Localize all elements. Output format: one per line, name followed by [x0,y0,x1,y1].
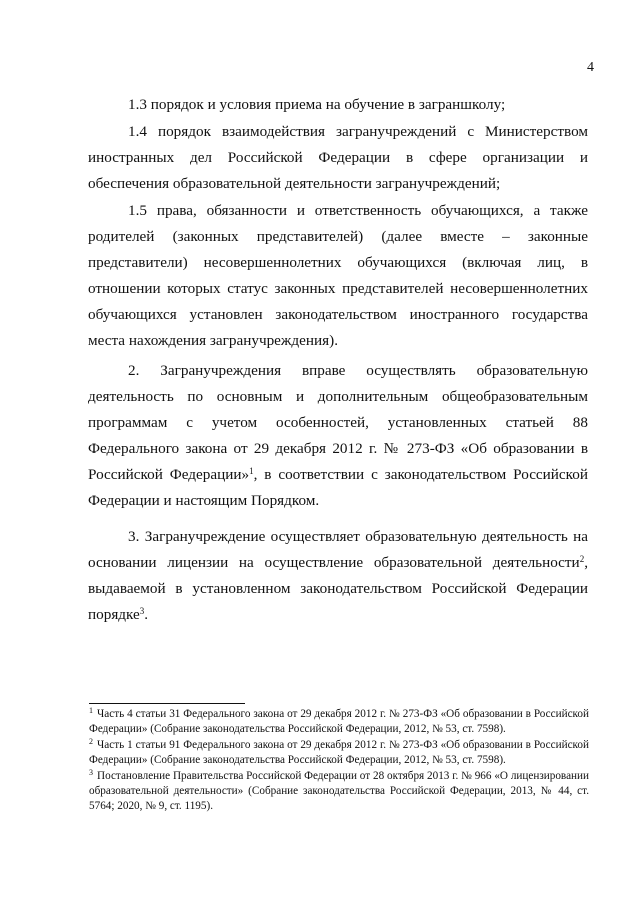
footnote-2-mark: 2 [89,736,93,746]
paragraph-3 [88,524,588,628]
paragraph-1-4: 1.4 порядок взаимодействия загранучреждений с Министерством иностранных дел Российской Федерации в сфере организации и обеспечения образовательной деятельности загранучреждений; [88,123,588,192]
paragraph-1-5: 1.5 права, обязанности и ответственность обучающихся, а также родителей (законных представителей) (далее вместе – законные представители) несовершеннолетних обучающихся (включая лиц, в отношении которых статус законных представителей несовершеннолетних обучающихся установлен законодательством иностранного государства места нахождения загранучреждения). [88,202,588,349]
footnote-ref-3: 3 [139,606,145,616]
paragraph-2-text: 2. Загранучреждения вправе осуществлять образовательную деятельность по основным и дополнительным общеобразовательным программам с учетом особенностей, установленных статьей 88 Федерального закона от 29 декабря 2012 г. № 273-ФЗ «Об образовании в Российской Федерации» [88,362,588,483]
footnote-3 [89,769,589,815]
page-number: 4 [587,60,594,75]
paragraph-2-tail: , в соответствии с законодательством Российской Федерации и настоящим Порядком. [88,466,588,509]
document-body [88,92,588,628]
footnote-2-text: Часть 1 статьи 91 Федерального закона от 29 декабря 2012 г. № 273-ФЗ «Об образовании в Российской Федерации» (Собрание законодательства Российской Федерации, 2012, № 53, ст. 7598). [89,738,589,767]
footnote-1 [89,707,589,738]
footnote-1-mark: 1 [89,706,93,715]
footnote-3-text: Постановление Правительства Российской Федерации от 28 октября 2013 г. № 966 «О лицензировании образовательной деятельности» (Собрание законодательства Российской Федерации, 2013, № 44, ст. 5764; 2020, № 9, ст. 1195). [89,769,589,813]
footnote-divider [89,703,245,704]
footnote-2 [89,738,589,769]
footnote-3-mark: 3 [89,767,93,777]
paragraph-3-text: 3. Загранучреждение осуществляет образовательную деятельность на основании лицензии на осуществление образовательной деятельности [88,528,588,571]
footnote-ref-2: 2 [579,554,585,564]
paragraph-3-tail: . [144,606,149,623]
paragraph-3-mid: , выдаваемой в установленном законодательством Российской Федерации порядке [88,554,588,623]
paragraph-2 [88,358,588,514]
paragraph-1-3: 1.3 порядок и условия приема на обучение в заграншколу; [128,96,506,113]
footnotes [89,707,589,815]
footnote-ref-1: 1 [249,466,254,476]
footnote-1-text: Часть 4 статьи 31 Федерального закона от 29 декабря 2012 г. № 273-ФЗ «Об образовании в Российской Федерации» (Собрание законодательства Российской Федерации, 2012, № 53, ст. 7598). [89,708,589,736]
